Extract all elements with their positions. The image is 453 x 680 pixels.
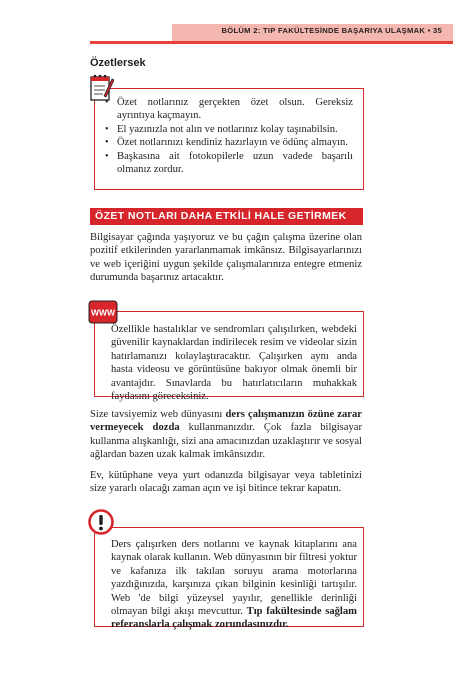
summary-box (94, 88, 364, 190)
www-icon (88, 300, 118, 324)
advice-text-end: kullanmanızdır. Çok fazla bilgisayar kullanma alışkanlığı, sizi ana amacınızdan uzaklaştırır ve sosyal ağlardan bazen uzak kalmak imkânsızdır. (90, 422, 362, 461)
advice-text-start: Size tavsiyemiz web dünyasını (90, 409, 226, 420)
summary-item: • Özet notlarınızı kendiniz hazırlayın ve ödünç almayın. (103, 136, 353, 149)
intro-paragraph: Bilgisayar çağında yaşıyoruz ve bu çağın çalışma üzerine olan pozitif etkilerinden yararlanmamak imkânsız. Bilgisayarlarınızı ve web içeriğini uygun şekilde çalışmalarınıza entegre etmeniz durumunda başarınız artacaktır. (90, 232, 362, 284)
warning-text-bold: Tıp fakültesinde sağlam referanslarla çalışmak zorundasınızdır. (111, 606, 357, 631)
www-icon-label: WWW (90, 307, 116, 318)
header-rule (90, 41, 453, 44)
warning-box-text (111, 538, 357, 632)
warning-text-start: Ders çalışırken ders notlarını ve kaynak kitaplarını ana kaynak olarak kullanın. Web dünyasının bir filtresi yoktur ve kafanıza ilk takılan soruyu arama motorlarına yazdığınızda, karşınıza çıkan bilginin kesinliği tartışılır. Web 'de bilgi yüzeysel yayılır, genellikle derinliği olmayan bilgi akışı mevcuttur. (111, 539, 357, 618)
warning-box (94, 527, 364, 631)
notepad-icon (90, 74, 114, 102)
www-box (94, 311, 364, 403)
summary-list (103, 96, 353, 176)
warning-icon (88, 509, 114, 535)
summary-item: • Özet notlarınız gerçekten özet olsun. Gereksiz ayrıntıya kaçmayın. (103, 96, 353, 123)
advice-paragraph (90, 408, 362, 462)
advice-text-bold: ders çalışmanızın özüne zarar vermeyecek dozda (90, 409, 362, 434)
summary-item: • El yazınızla not alın ve notlarınız kolay taşınabilsin. (103, 123, 353, 136)
device-paragraph: Ev, kütüphane veya yurt odanızda bilgisayar veya tabletinizi size yararlı olacağı zaman açın ve işi bitince tekrar kapatın. (90, 470, 362, 495)
section-title: Özetlersek (90, 57, 146, 69)
summary-item: • Başkasına ait fotokopilerle uzun vadede başarılı olmanız zordur. (103, 150, 353, 177)
section-heading: ÖZET NOTLARI DAHA ETKİLİ HALE GETİRMEK (90, 208, 363, 225)
running-header: BÖLÜM 2: TIP FAKÜLTESİNDE BAŞARIYA ULAŞMAK • 35 (221, 26, 442, 35)
www-box-text: Özellikle hastalıklar ve sendromları çalışılırken, webdeki güvenilir kaynaklardan indirilecek resim ve videolar sizin hatırlamanızı kolaylaştıracaktır. Çalışırken aynı anda hasta videosu ve görüntüsüne bakıyor olmak önemli bir avantajdır. Sınavlarda bu hatırlatıcıların muhakkak faydasını göreceksiniz. (111, 324, 357, 403)
